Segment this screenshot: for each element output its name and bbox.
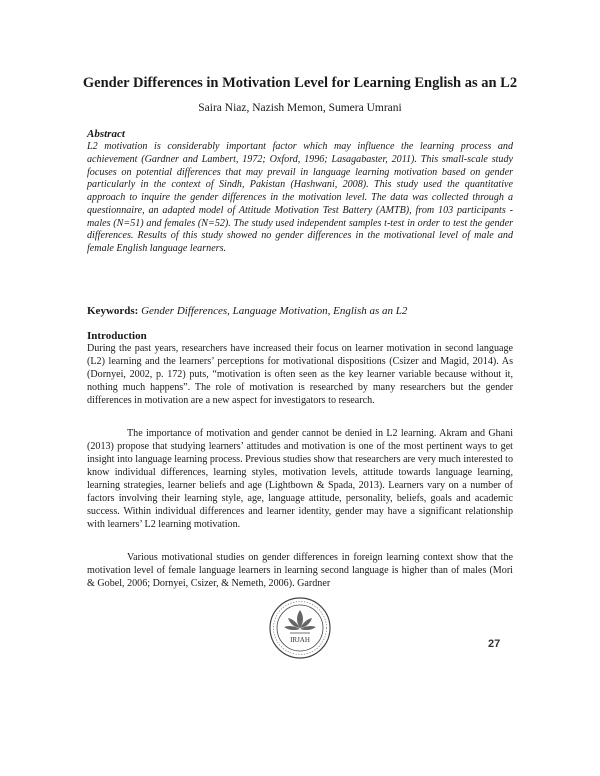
keywords-line bbox=[87, 305, 513, 317]
logo-text: IRJAH bbox=[290, 636, 310, 644]
keywords-label: Keywords: bbox=[87, 305, 139, 317]
intro-paragraph-3: Various motivational studies on gender differences in foreign learning context show that the motivation level of female language learners in learning second language is higher than of males (Mori & Gobel, 2006; Dornyei, Csizer, & Nemeth, 2006). Gardner bbox=[87, 552, 513, 589]
abstract-text: L2 motivation is considerably important factor which may influence the learning process and achievement (Gardner and Lambert, 1972; Oxford, 1996; Lasagabaster, 2011). This small-scale study focuses on potential differences that may prevail in language learning motivation based on gender particularly in the context of Sindh, Pakistan (Hashwani, 2008). This study used the quantitative approach to inquire the gender differences in the motivation level. The data was collected through a questionnaire, an adapted model of Attitude Motivation Test Battery (AMTB), from 103 participants - males (N=51) and females (N=52). The study used independent samples t-test in order to test the gender differences. Results of this study showed no gender differences in the motivational level of male and female English language learners. bbox=[87, 141, 513, 254]
abstract-heading: Abstract bbox=[87, 128, 125, 140]
intro-paragraph-2: The importance of motivation and gender cannot be denied in L2 learning. Akram and Ghani (2013) propose that studying learners’ attitudes and motivation is one of the most pertinent ways to get insight into language learning process. Previous studies show that researchers are very much interested to know individual differences, learning styles, motivation levels, attitude towards language learning, learning strategies, learner beliefs and age (Lightbown & Spada, 2013). Learners vary on a number of factors involving their learning style, age, language attitude, personality, beliefs, goals and academic success. Within individual differences and learner identity, gender may have a significant relationship with learners’ L2 learning motivation. bbox=[87, 428, 513, 530]
intro-paragraph-1: During the past years, researchers have increased their focus on learner motivation in second language (L2) learning and the learners’ perceptions for motivational dispositions (Csizer and Magid, 2014). As (Dornyei, 2002, p. 172) puts, “motivation is often seen as the key learner variable because without it, nothing much happens”. The role of motivation is researched by many researchers but the gender differences in motivation are a new aspect for investigators to research. bbox=[87, 343, 513, 406]
page-number: 27 bbox=[488, 638, 501, 650]
paper-title: Gender Differences in Motivation Level for Learning English as an L2 bbox=[82, 75, 518, 91]
journal-logo bbox=[268, 596, 332, 660]
paper-authors: Saira Niaz, Nazish Memon, Sumera Umrani bbox=[198, 102, 402, 114]
keywords-text: Gender Differences, Language Motivation, English as an L2 bbox=[141, 305, 408, 317]
introduction-heading: Introduction bbox=[87, 330, 147, 342]
